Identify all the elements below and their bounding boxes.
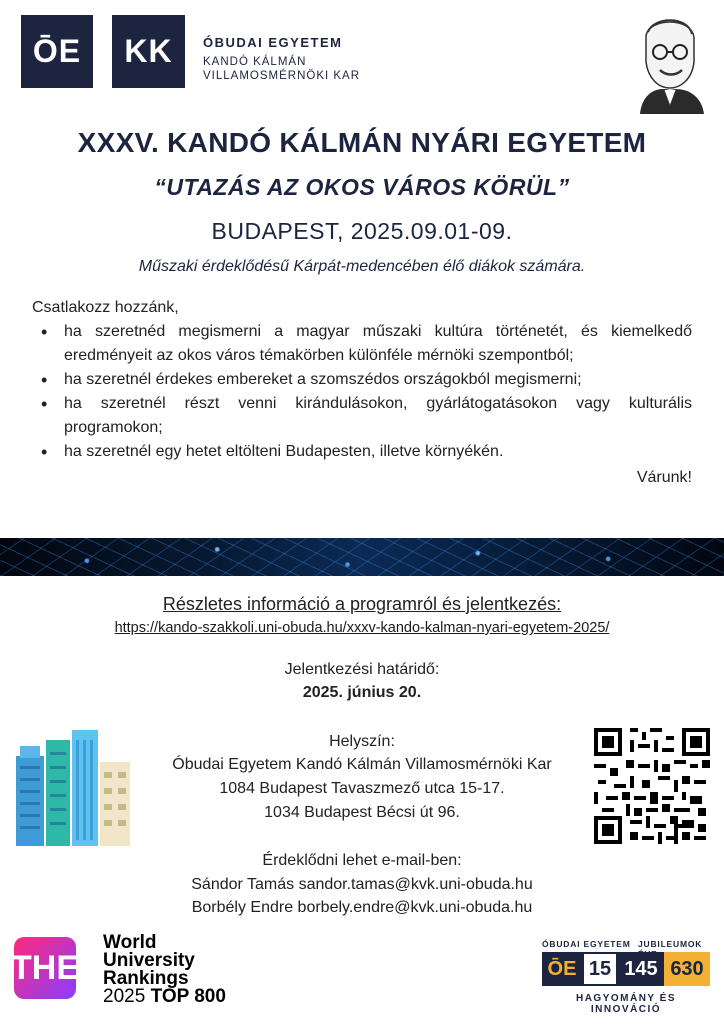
location-date: BUDAPEST, 2025.09.01-09. xyxy=(211,218,513,244)
list-item: • ha szeretnél érdekes embereket a szomszédos országokból megismerni; xyxy=(32,368,692,392)
closing-text: Várunk! xyxy=(636,469,692,486)
university-name: ÓBUDAI EGYETEM xyxy=(203,35,343,50)
info-heading: Részletes információ a programról és jelentkezés: xyxy=(162,594,562,614)
qr-code[interactable] xyxy=(594,728,710,844)
jubilee-oe: ŌE xyxy=(542,952,582,986)
jubilee-left-label: ÓBUDAI EGYETEM xyxy=(542,939,631,949)
wur-rank: TOP 800 xyxy=(150,986,226,1007)
jubilee-motto: HAGYOMÁNY ÉS INNOVÁCIÓ xyxy=(575,993,677,1015)
world-rankings-text xyxy=(103,934,226,1006)
address-1: 1084 Budapest Tavaszmező utca 15-17. xyxy=(219,780,505,797)
deadline-value: 2025. június 20. xyxy=(302,684,422,701)
wur-line2: University xyxy=(103,950,195,971)
kk-logo: KK xyxy=(112,15,185,88)
the-logo: THE xyxy=(14,937,76,999)
jubilee-15: 15 xyxy=(582,952,618,986)
jubilee-145: 145 xyxy=(618,952,664,986)
main-title: XXXV. KANDÓ KÁLMÁN NYÁRI EGYETEM xyxy=(77,127,647,158)
wur-year: 2025 xyxy=(103,986,146,1007)
subtitle: “UTAZÁS AZ OKOS VÁROS KÖRÜL” xyxy=(154,174,570,200)
venue-label: Helyszín: xyxy=(329,733,395,750)
list-item: • ha szeretnél részt venni kirándulásokon, gyárlátogatásokon vagy kulturális programokon; xyxy=(32,392,692,440)
wur-line1: World xyxy=(103,932,157,953)
contact-2: Borbély Endre borbely.endre@kvk.uni-obuda.hu xyxy=(191,899,533,916)
intro-bullets xyxy=(32,320,692,464)
jubilee-630: 630 xyxy=(664,952,710,986)
faculty-line1: KANDÓ KÁLMÁN xyxy=(203,56,307,68)
portrait-illustration xyxy=(632,10,710,114)
address-2: 1034 Budapest Bécsi út 96. xyxy=(264,804,460,821)
program-link[interactable]: https://kando-szakkoli.uni-obuda.hu/xxxv-kando-kalman-nyari-egyetem-2025/ xyxy=(114,620,610,636)
jubilee-badge xyxy=(542,952,710,986)
list-item: • ha szeretnéd megismerni a magyar műszaki kultúra történetét, és kiemelkedő eredményeit az okos város témakörben különféle mérnöki szempontból; xyxy=(32,320,692,368)
network-banner xyxy=(0,538,724,576)
contact-1: Sándor Tamás sandor.tamas@kvk.uni-obuda.hu xyxy=(191,876,533,893)
contact-label: Érdeklődni lehet e-mail-ben: xyxy=(262,852,462,869)
deadline-label: Jelentkezési határidő: xyxy=(284,661,440,678)
jubilee-right-label: JUBILEUMOK xyxy=(638,939,703,949)
venue-name: Óbudai Egyetem Kandó Kálmán Villamosmérnöki Kar xyxy=(172,756,552,773)
city-buildings-icon xyxy=(14,726,132,846)
intro-lead: Csatlakozz hozzánk, xyxy=(32,299,179,316)
oe-logo: ŌE xyxy=(21,15,93,88)
audience-line: Műszaki érdeklődésű Kárpát-medencében élő diákok számára. xyxy=(138,258,586,275)
intro-section xyxy=(32,296,692,490)
list-item: • ha szeretnél egy hetet eltölteni Budapesten, illetve környékén. xyxy=(32,440,692,464)
faculty-line2: VILLAMOSMÉRNÖKI KAR xyxy=(203,70,361,82)
wur-line3: Rankings xyxy=(103,968,189,989)
